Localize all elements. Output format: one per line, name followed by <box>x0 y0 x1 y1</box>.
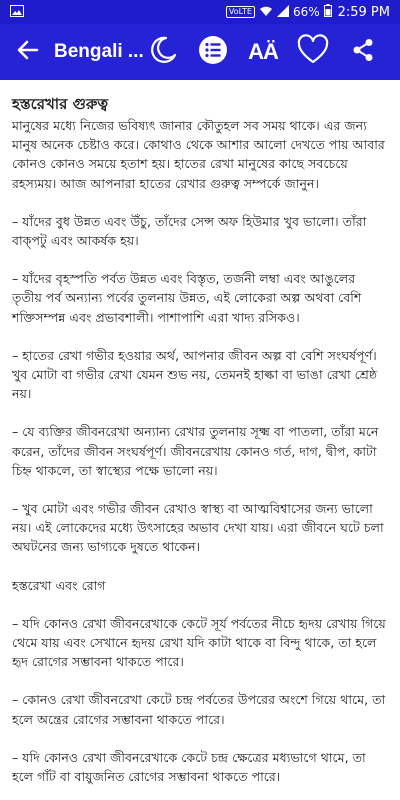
chapter-list-button[interactable] <box>188 24 238 80</box>
article-paragraph: মানুষের মধ্যে নিজের ভবিষ্যৎ জানার কৌতুহল সব সময় থাকে। এর জন্য মানুষ অনেক চেষ্টাও করে। কোথাও থেকে আশার আলো দেখতে পায় আবার কোনও কোনও সময়ে হতাশ হয়। হাতের রেখা মানুষের কাছে সবচেয়ে রহস্যময়। আজ আপনারা হাতের রেখার গুরুত্ব সম্পর্কে জানুন। <box>12 118 385 191</box>
article-paragraph: – কোনও রেখা জীবনরেখা কেটে চন্দ্র পর্বতের উপরের অংশে গিয়ে থামে, তা হলে অন্ত্রের রোগের সম্ভাবনা থাকতে পারে। <box>12 692 386 727</box>
favorite-button[interactable] <box>288 24 338 80</box>
battery-percent: 66% <box>292 5 320 19</box>
back-arrow-icon <box>18 41 38 63</box>
signal-icon <box>277 5 289 20</box>
article-paragraph: – যাঁদের বুধ উন্নত এবং উঁচু, তাঁদের সেন্স অফ হিউমার খুব ভালো। তাঁরা বাক্পটু এবং আকর্ষক হয়। <box>12 213 367 249</box>
article-paragraph: – যে ব্যক্তির জীবনরেখা অন্যান্য রেখার তুলনায় সূক্ষ্ম বা পাতলা, তাঁরা মনে করেন, তাঁদের জীবন সংঘর্ষপূর্ণ। জীবনরেখায় কোনও গর্ত, দাগ, দ্বীপ, কাটা চিহ্ন থাকলে, তা স্বাস্থ্যের পক্ষে ভালো নয়। <box>12 424 379 478</box>
favorite-icon <box>298 36 328 68</box>
article-paragraph: – হাতের রেখা গভীর হওয়ার অর্থ, আপনার জীবন অল্প বা বেশি সংঘর্ষপূর্ণ। খুব মোটা বা গভীর রেখা যেমন শুভ নয়, তেমনই হাল্কা বা ভাঙা রেখা শ্রেষ্ঠ নয়। <box>12 347 378 402</box>
font-size-button[interactable] <box>238 24 288 80</box>
night-mode-icon <box>148 35 178 69</box>
share-button[interactable] <box>338 24 388 80</box>
article-subheading: হস্তরেখা এবং রোগ <box>12 577 106 593</box>
clock: 2:59 PM <box>337 4 390 20</box>
back-button[interactable] <box>2 24 54 80</box>
wifi-icon <box>259 5 273 20</box>
app-title: Bengali ... <box>54 41 144 62</box>
article-paragraph: – যদি কোনও রেখা জীবনরেখাকে কেটে সূর্য পর্বতের নীচে হৃদয় রেখায় গিয়ে থেমে যায় এবং সেখানে হৃদয় রেখা যদি কাটা থাকে বা বিন্দু থাকে, তা হলে হৃদ রোগের সম্ভাবনা থাকতে পারে। <box>12 615 386 670</box>
article-content <box>0 80 400 800</box>
article-paragraph: – যাঁদের বৃহস্পতি পর্বত উন্নত এবং বিস্তৃত, তর্জনী লম্বা এবং আঙুলের তৃতীয় পর্ব অন্যান্য পর্বের তুলনায় উন্নত, এই লোকেরা অল্প অথবা বেশি শক্তিসম্পন্ন এবং প্রভাবশালী। পাশাপাশি এরা খাদ্য রসিকও। <box>12 271 362 325</box>
list-icon <box>198 35 228 69</box>
image-icon <box>10 5 24 20</box>
article-heading: হস্তরেখার গুরুত্ব <box>12 95 109 113</box>
night-mode-button[interactable] <box>138 24 188 80</box>
article-paragraph: – খুব মোটা এবং গভীর জীবন রেখাও স্বাস্থ্য বা আত্মবিশ্বাসের জন্য ভালো নয়। এই লোকেদের মধ্যে উৎসাহের অভাব দেখা যায়। এরা জীবনে ঘটে চলা অঘটনের জন্য ভাগ্যকে দুষতে থাকেন। <box>12 501 384 555</box>
share-icon <box>352 38 374 66</box>
app-bar <box>0 24 400 80</box>
status-bar <box>0 0 400 24</box>
article-paragraph: – যদি কোনও রেখা জীবনরেখাকে কেটে চন্দ্র ক্ষেত্রের মধ্যভাগে থামে, তা হলে গাঁট বা বায়ুজনিত রোগের সম্ভাবনা থাকতে পারে। <box>12 749 366 785</box>
network-label: VoLTE <box>226 6 255 18</box>
battery-icon <box>324 4 332 20</box>
font-size-icon: AÄ <box>248 39 278 64</box>
